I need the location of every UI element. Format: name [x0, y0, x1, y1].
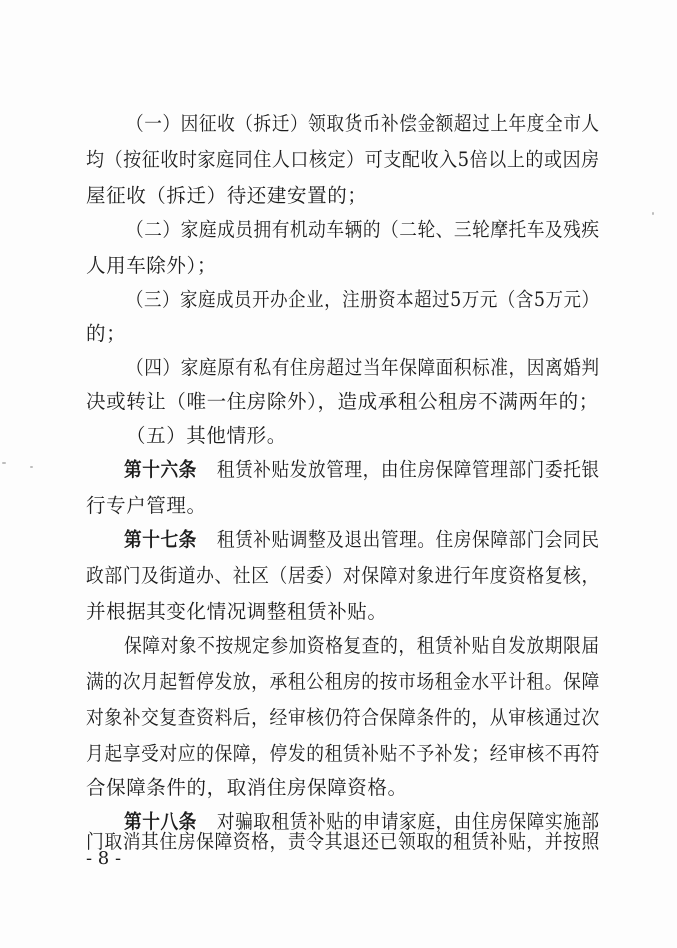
text-line-8: （四）家庭原有私有住房超过当年保障面积标准，因离婚判 [126, 356, 600, 379]
article-16-line [124, 458, 600, 482]
article-17-heading: 第十七条 [124, 528, 197, 551]
text-line-17: 满的次月起暂停发放，承租公租房的按市场租金水平计租。保障 [86, 670, 600, 693]
text-line-1: （一）因征收（拆迁）领取货币补偿金额超过上年度全市人 [126, 112, 600, 135]
scan-speck [652, 212, 654, 215]
text-line-22: 门取消其住房保障资格，责令其退还已领取的租赁补贴，并按照 [86, 830, 600, 853]
text-line-3: 屋征收（拆迁）待还建安置的； [86, 184, 368, 207]
page-number: - 8 - [86, 848, 122, 869]
article-16-heading: 第十六条 [124, 458, 197, 481]
text-line-2: 均（按征收时家庭同住人口核定）可支配收入5倍以上的或因房 [86, 148, 600, 171]
text-line-15: 并根据其变化情况调整租赁补贴。 [86, 600, 388, 623]
text-line-16: 保障对象不按规定参加资格复查的，租赁补贴自发放期限届 [124, 634, 600, 657]
text-line-18: 对象补交复查资料后，经审核仍符合保障条件的，从审核通过次 [86, 706, 600, 729]
scan-speck [30, 466, 33, 468]
text-line-19: 月起享受对应的保障，停发的租赁补贴不予补发；经审核不再符 [86, 742, 600, 765]
scan-speck [2, 462, 6, 464]
article-17-text: 租赁补贴调整及退出管理。住房保障部门会同民 [216, 528, 600, 551]
text-line-4: （二）家庭成员拥有机动车辆的（二轮、三轮摩托车及残疾 [126, 218, 600, 241]
article-18-text: 对骗取租赁补贴的申请家庭，由住房保障实施部 [216, 810, 600, 833]
text-line-10: （五）其他情形。 [126, 424, 287, 447]
text-line-7: 的； [86, 322, 127, 345]
text-line-6: （三）家庭成员开办企业，注册资本超过5万元（含5万元） [126, 288, 600, 311]
article-17-line [124, 528, 600, 552]
text-line-12: 行专户管理。 [86, 494, 207, 517]
text-line-20: 合保障条件的，取消住房保障资格。 [86, 776, 408, 799]
text-line-9: 决或转让（唯一住房除外），造成承租公租房不满两年的； [86, 390, 599, 413]
article-18-heading: 第十八条 [124, 810, 197, 833]
text-line-14: 政部门及街道办、社区（居委）对保障对象进行年度资格复核， [86, 564, 600, 587]
article-16-text: 租赁补贴发放管理，由住房保障管理部门委托银 [216, 458, 600, 481]
text-line-5: 人用车除外）； [86, 254, 217, 277]
